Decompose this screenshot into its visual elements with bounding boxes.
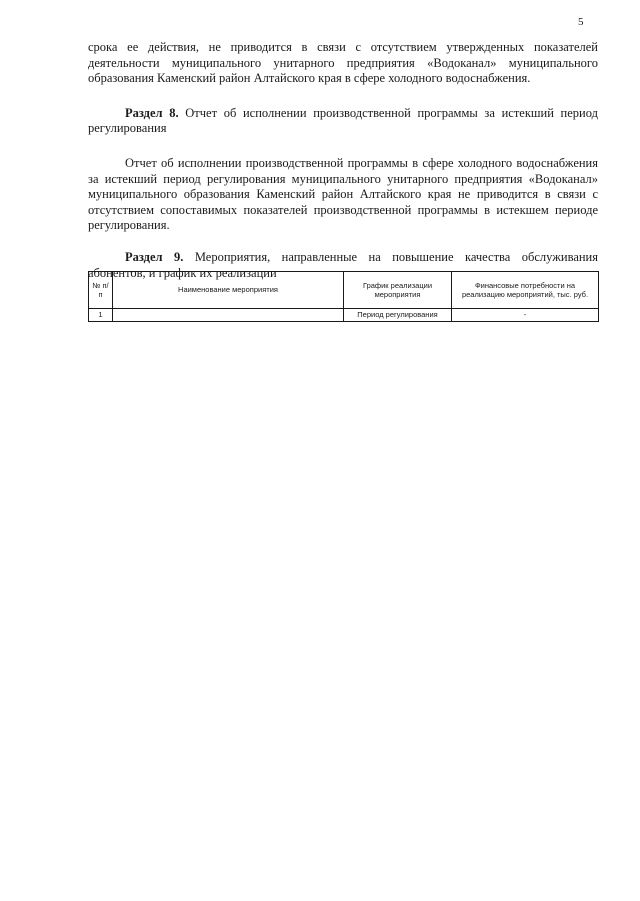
header-finance: Финансовые потребности на реализацию мероприятий, тыс. руб. <box>452 272 599 309</box>
section-9-label: Раздел 9. <box>125 249 184 264</box>
cell-schedule: Период регулирования <box>344 309 452 322</box>
table-header-row <box>89 272 599 309</box>
table-row <box>89 309 599 322</box>
paragraph-report: Отчет об исполнении производственной программы в сфере холодного водоснабжения за истекший период регулирования муниципального унитарного предприятия «Водоканал» муниципального образования Каменский район Алтайского края не приводится в связи с отсутствием сопоставимых показателей производственной программы в истекшем периоде регулирования. <box>88 155 598 233</box>
header-event-name: Наименование мероприятия <box>113 272 344 309</box>
document-body <box>88 40 598 281</box>
cell-event-name <box>113 309 344 322</box>
header-schedule: График реализации мероприятия <box>344 272 452 309</box>
section-9-title: Мероприятия, направленные на повышение качества обслуживания абонентов, и график их реализации <box>88 249 598 280</box>
page-number: 5 <box>578 16 584 28</box>
section-8-title: Отчет об исполнении производственной программы за истекший период регулирования <box>88 105 598 136</box>
cell-number: 1 <box>89 309 113 322</box>
section-8-label: Раздел 8. <box>125 105 179 120</box>
paragraph-continuation: срока ее действия, не приводится в связи с отсутствием утвержденных показателей деятельности муниципального унитарного предприятия «Водоканал» муниципального образования Каменский район Алтайского края в сфере холодного водоснабжения. <box>88 40 598 86</box>
events-table <box>88 271 599 322</box>
cell-finance: - <box>452 309 599 322</box>
section-8-heading <box>88 106 598 137</box>
header-number: № п/п <box>89 272 113 309</box>
